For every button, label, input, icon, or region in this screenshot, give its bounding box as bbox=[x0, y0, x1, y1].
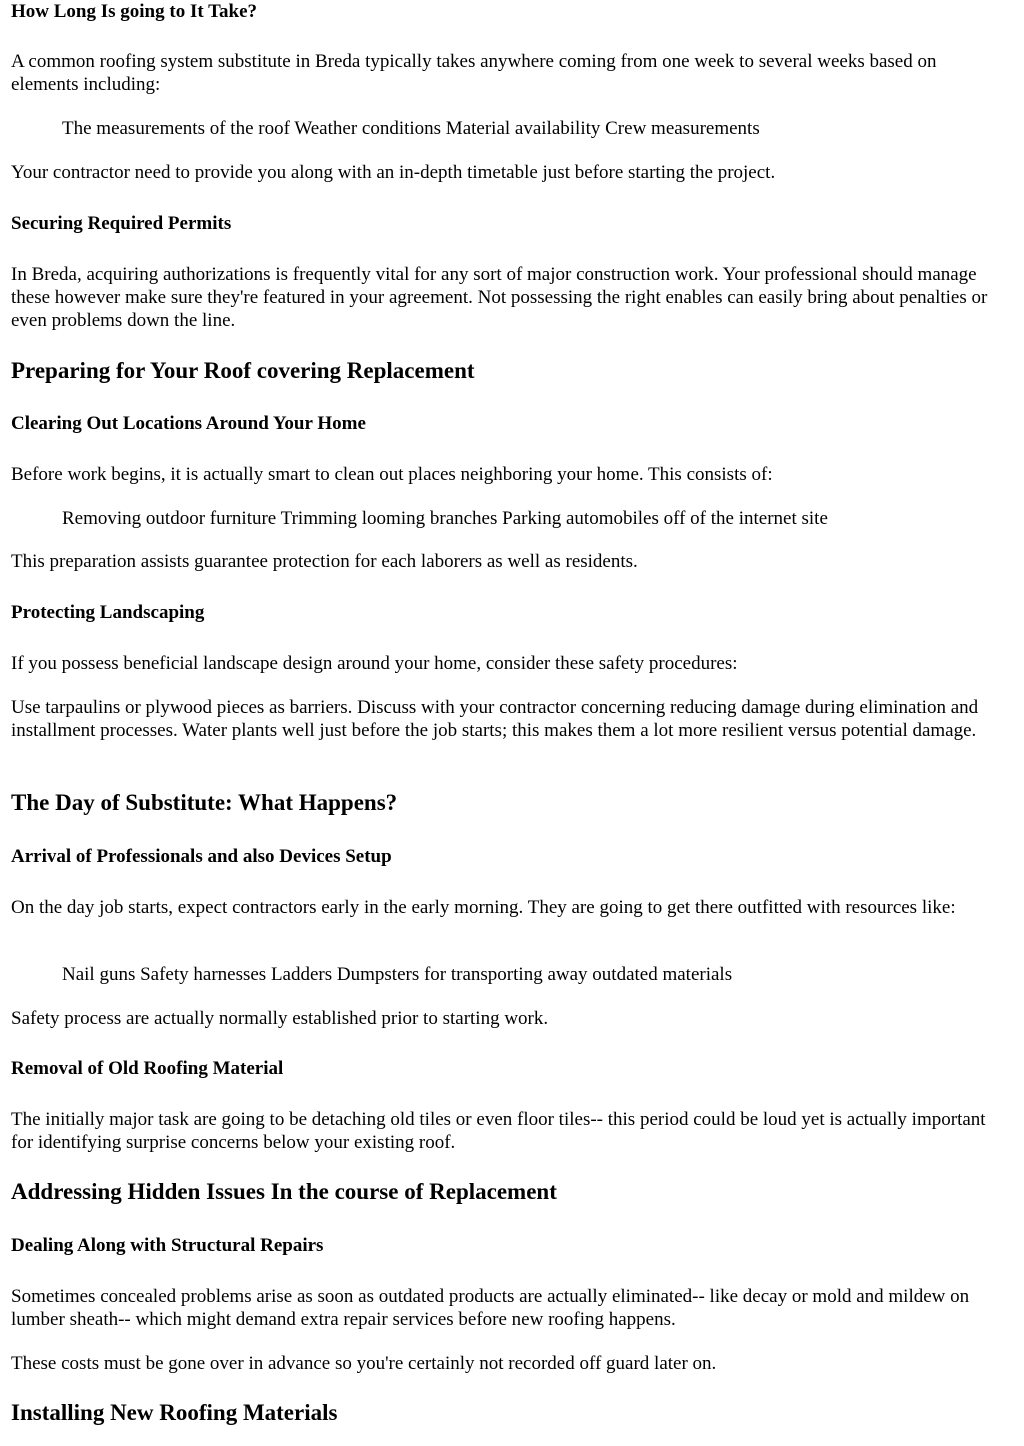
heading-permits: Securing Required Permits bbox=[11, 213, 232, 234]
paragraph-safety: Safety process are actually normally established prior to starting work. bbox=[11, 1008, 549, 1029]
heading-hidden-issues: Addressing Hidden Issues In the course of Replacement bbox=[11, 1179, 557, 1204]
heading-clearing: Clearing Out Locations Around Your Home bbox=[11, 413, 366, 434]
list-tools: Nail guns Safety harnesses Ladders Dumpsters for transporting away outdated materials bbox=[62, 964, 733, 985]
heading-installing: Installing New Roofing Materials bbox=[11, 1400, 338, 1425]
paragraph-removal: The initially major task are going to be detaching old tiles or even floor tiles-- this period could be loud yet is actually important for identifying surprise concerns below your existing roof. bbox=[11, 1109, 986, 1153]
heading-structural: Dealing Along with Structural Repairs bbox=[11, 1235, 324, 1256]
heading-arrival: Arrival of Professionals and also Devices Setup bbox=[11, 846, 392, 867]
paragraph-costs: These costs must be gone over in advance so you're certainly not recorded off guard later on. bbox=[11, 1353, 717, 1374]
paragraph-structural: Sometimes concealed problems arise as soon as outdated products are actually eliminated-- like decay or mold and mildew on lumber sheath-- which might demand extra repair services before new roofing happens. bbox=[11, 1286, 970, 1330]
paragraph-preparation: This preparation assists guarantee protection for each laborers as well as residents. bbox=[11, 551, 638, 572]
heading-day-of: The Day of Substitute: What Happens? bbox=[11, 790, 398, 815]
paragraph-duration: A common roofing system substitute in Breda typically takes anywhere coming from one week to several weeks based on elements including: bbox=[11, 51, 937, 95]
heading-landscaping: Protecting Landscaping bbox=[11, 602, 205, 623]
paragraph-permits: In Breda, acquiring authorizations is frequently vital for any sort of major construction work. Your professional should manage these however make sure they're featured in your agreement. Not possessing the right enables can easily bring about penalties or even problems down the line. bbox=[11, 264, 988, 331]
paragraph-arrival: On the day job starts, expect contractors early in the early morning. They are going to get there outfitted with resources like: bbox=[11, 897, 956, 918]
heading-removal: Removal of Old Roofing Material bbox=[11, 1058, 284, 1079]
heading-preparing: Preparing for Your Roof covering Replacement bbox=[11, 358, 475, 383]
list-duration-factors: The measurements of the roof Weather conditions Material availability Crew measurements bbox=[62, 118, 760, 139]
paragraph-barriers: Use tarpaulins or plywood pieces as barriers. Discuss with your contractor concerning reducing damage during elimination and installment processes. Water plants well just before the job starts; this makes them a lot more resilient versus potential damage. bbox=[11, 697, 979, 741]
paragraph-timetable: Your contractor need to provide you along with an in-depth timetable just before starting the project. bbox=[11, 162, 776, 183]
list-clearing-steps: Removing outdoor furniture Trimming looming branches Parking automobiles off of the internet site bbox=[62, 508, 828, 529]
heading-how-long: How Long Is going to It Take? bbox=[11, 1, 258, 22]
paragraph-landscaping: If you possess beneficial landscape design around your home, consider these safety procedures: bbox=[11, 653, 738, 674]
paragraph-clearing: Before work begins, it is actually smart to clean out places neighboring your home. This consists of: bbox=[11, 464, 773, 485]
